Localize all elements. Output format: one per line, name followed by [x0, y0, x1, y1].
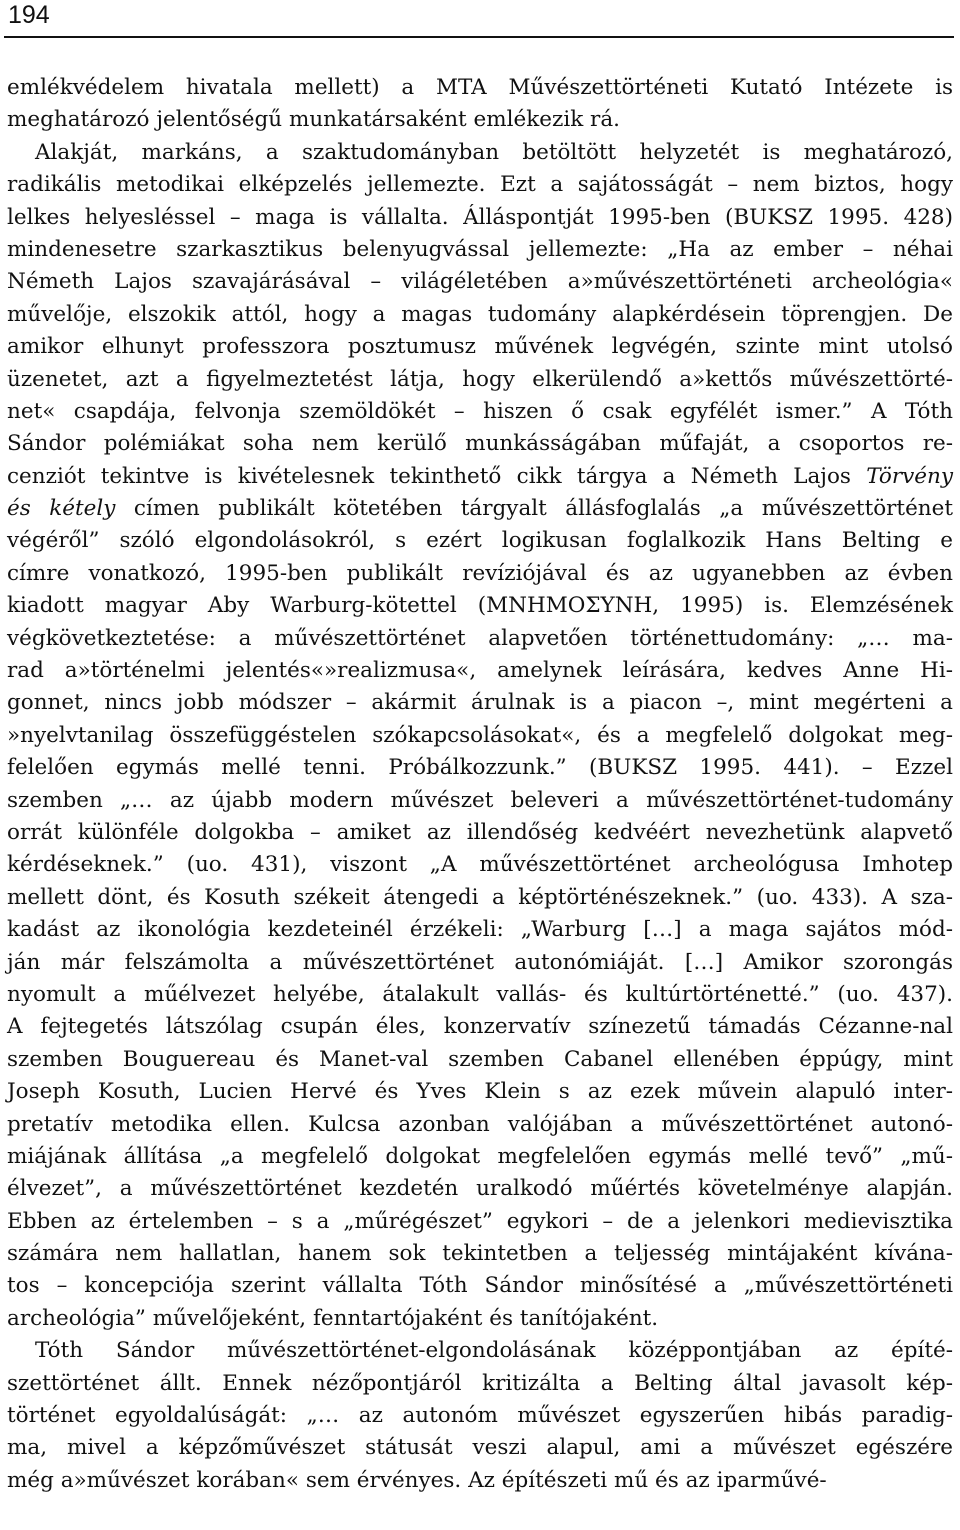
text-line: kérdéseknek.” (uo. 431), viszont „A művészettörténet archeológusa Imhotep [7, 852, 953, 878]
text-line: tos – koncepciója szerint vállalta Tóth Sándor minősítésé a „művészettörténeti [7, 1273, 953, 1299]
italic-title: és kétely [7, 496, 116, 522]
text-line: amikor elhunyt professzora posztumusz művének legvégén, szinte mint utolsó [7, 334, 953, 360]
italic-title: Törvény [866, 463, 953, 489]
text-line: még a»művészet korában« sem érvényes. Az építészeti mű és az iparművé- [7, 1467, 827, 1493]
text-line: végkövetkeztetése: a művészettörténet alapvetően történettudomány: „… ma- [7, 625, 953, 651]
body-text [7, 72, 953, 1497]
text-line: élvezet”, a művészettörténet kezdetén uralkodó műértés követelménye alapján. [7, 1176, 953, 1202]
text-line: miájának állítása „a megfelelő dolgokat megfelelően egymás mellé tevő” „mű- [7, 1143, 953, 1169]
text-line: szemben „… az újabb modern művészet beleveri a művészettörténet-tudomány [7, 787, 953, 813]
text-line: orrát különféle dolgokba – amiket az illendőség kedvéért nevezhetünk alapvető [7, 819, 953, 845]
text-line: lelkes helyesléssel – maga is vállalta. Álláspontját 1995-ben (BUKSZ 1995. 428) [7, 204, 953, 230]
text-line: Németh Lajos szavajárásával – világéletében a»művészettörténeti archeológia« [7, 269, 953, 295]
text-line: üzenetet, azt a figyelmeztetést látja, hogy elkerülendő a»kettős művészettörté- [7, 366, 953, 392]
text-line: szemben Bouguereau és Manet-val szemben Cabanel ellenében éppúgy, mint [7, 1046, 953, 1072]
text-line: mellett dönt, és Kosuth székeit átengedi a képtörténészeknek.” (uo. 433). A sza- [7, 884, 953, 910]
text-line: nyomult a műélvezet helyébe, átalakult vallás- és kultúrtörténetté.” (uo. 437). [7, 981, 953, 1007]
text-line: Ebben az értelemben – s a „műrégészet” egykori – de a jelenkori medievisztika [7, 1208, 953, 1234]
text-line: ma, mivel a képzőművészet státusát veszi alapul, ami a művészet egészére [7, 1435, 953, 1461]
text-line: Tóth Sándor művészettörténet-elgondolásának középpontjában az építé- [35, 1338, 953, 1364]
text-line: A fejtegetés látszólag csupán éles, konzervatív színezetű támadás Cézanne-nal [7, 1014, 953, 1040]
text-line: kiadott magyar Aby Warburg-kötettel (ΜΝΗΜΟΣΥΝΗ, 1995) is. Elemzésének [7, 593, 953, 619]
text-line: gonnet, nincs jobb módszer – akármit árulnak is a piacon –, mint megérteni a [7, 690, 953, 716]
text-line: cenziót tekintve is kivételesnek tekinthető cikk tárgya a Németh Lajos Törvény [7, 463, 953, 489]
text-line: Sándor polémiákat soha nem kerülő munkásságában műfaját, a csoportos re- [7, 431, 953, 457]
text-line: címre vonatkozó, 1995-ben publikált revíziójával és az ugyanebben az évben [7, 560, 953, 586]
text-line: kadást az ikonológia kezdeteinél érzékeli: „Warburg […] a maga sajátos mód- [7, 917, 953, 943]
text-line: »nyelvtanilag összefüggéstelen szókapcsolásokat«, és a megfelelő dolgokat meg- [7, 722, 953, 748]
text-line: ján már felszámolta a művészettörténet autonómiáját. […] Amikor szorongás [7, 949, 953, 975]
text-line: Joseph Kosuth, Lucien Hervé és Yves Klein s az ezek művein alapuló inter- [7, 1079, 953, 1105]
text-line: meghatározó jelentőségű munkatársaként emlékezik rá. [7, 107, 620, 133]
text-line: és kétely címen publikált kötetében tárgyalt állásfoglalás „a művészettörténet [7, 496, 953, 522]
text-line: pretatív metodika ellen. Kulcsa azonban valójában a művészettörténet autonó- [7, 1111, 953, 1137]
header-rule [4, 36, 954, 38]
text-line: archeológia” művelőjeként, fenntartójaként és tanítójaként. [7, 1305, 659, 1331]
text-line: emlékvédelem hivatala mellett) a MTA Művészettörténeti Kutató Intézete is [7, 75, 953, 100]
text-line: felelően egymás mellé tenni. Próbálkozzunk.” (BUKSZ 1995. 441). – Ezzel [7, 755, 953, 781]
text-line: radikális metodikai elképzelés jellemezte. Ezt a sajátosságát – nem biztos, hogy [7, 172, 953, 198]
text-line: rad a»történelmi jelentés«»realizmusa«, amelynek leírására, kedves Anne Hi- [7, 658, 953, 684]
text-line: számára nem hallatlan, hanem sok tekintetben a teljesség mintájaként kívána- [7, 1241, 953, 1267]
page-number: 194 [8, 1, 50, 29]
text-line: net« csapdája, felvonja szemöldökét – hiszen ő csak egyfélét ismer.” A Tóth [7, 398, 953, 424]
text-line: Alakját, markáns, a szaktudományban betöltött helyzetét is meghatározó, [35, 139, 953, 165]
text-line: mindenesetre szarkasztikus belenyugvással jellemezte: „Ha az ember – néhai [7, 236, 953, 262]
text-line: végéről” szóló elgondolásokról, s ezért logikusan foglalkozik Hans Belting e [7, 528, 953, 554]
text-line: történet egyoldalúságát: „… az autonóm művészet egyszerűen hibás paradig- [7, 1403, 953, 1429]
text-line: szettörténet állt. Ennek nézőpontjáról kritizálta a Belting által javasolt kép- [7, 1370, 953, 1396]
text-line: művelője, elszokik attól, hogy a magas tudomány alapkérdésein töprengjen. De [7, 301, 953, 327]
